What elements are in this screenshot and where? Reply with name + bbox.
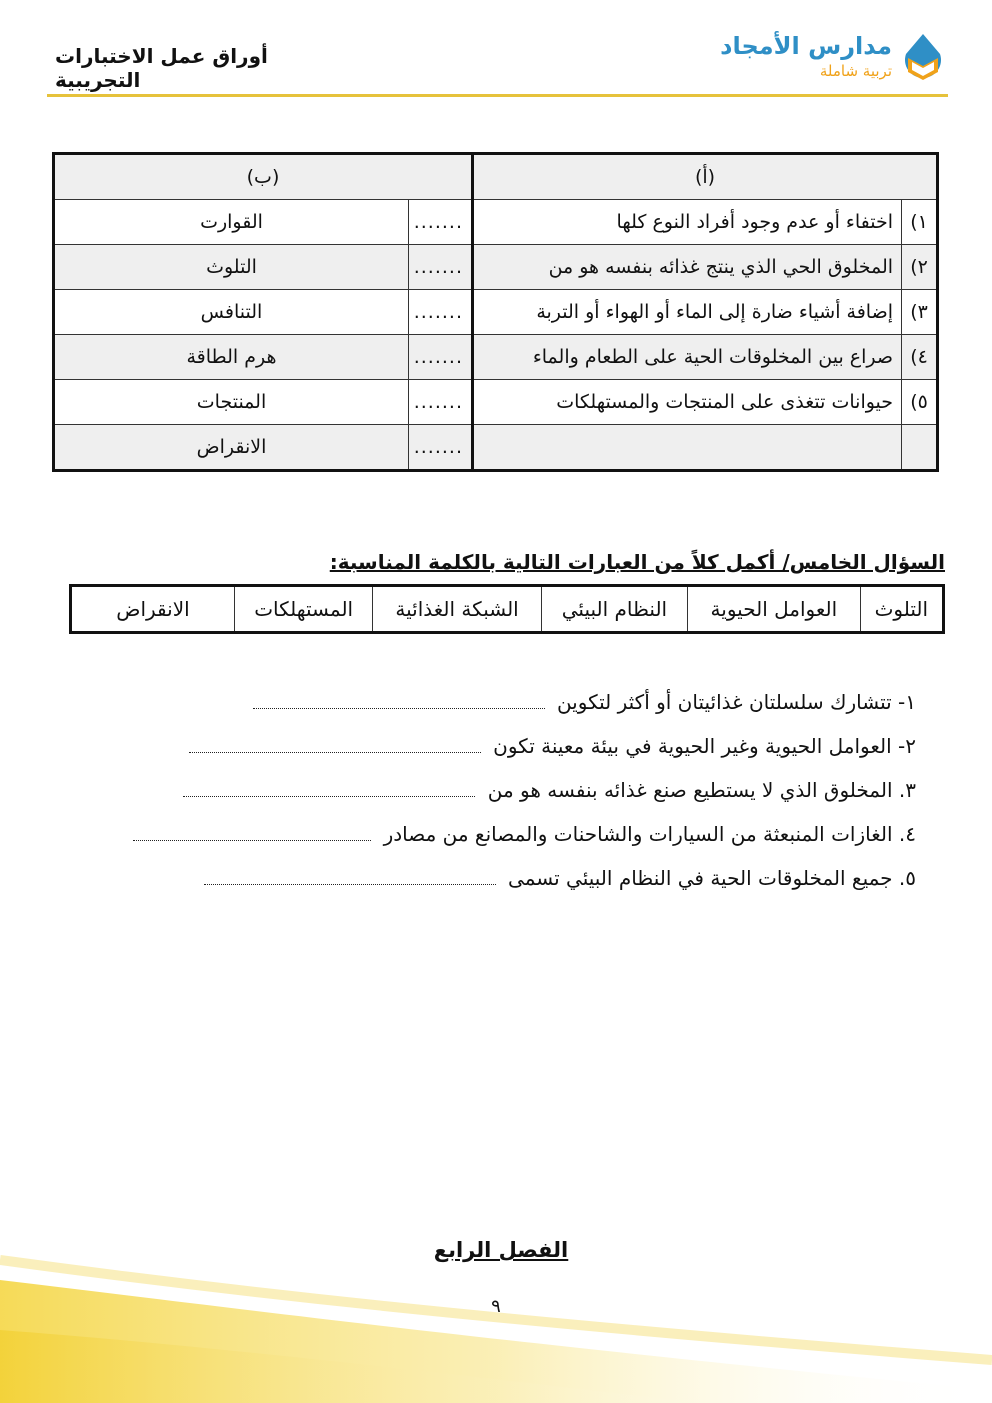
row-statement: صراع بين المخلوقات الحية على الطعام والماء <box>473 335 902 380</box>
row-statement: حيوانات تتغذى على المنتجات والمستهلكات <box>473 380 902 425</box>
sentence-item <box>66 768 916 812</box>
answer-option: التلوث <box>54 245 409 290</box>
answer-line[interactable] <box>183 774 475 797</box>
answer-option: هرم الطاقة <box>54 335 409 380</box>
answer-line[interactable] <box>189 730 481 753</box>
answer-option: القوارت <box>54 200 409 245</box>
matching-row <box>54 290 938 335</box>
sentence-number: ٤. <box>898 822 916 846</box>
school-name: مدارس الأمجاد <box>720 32 892 60</box>
row-statement: المخلوق الحي الذي ينتج غذائه بنفسه هو من <box>473 245 902 290</box>
answer-blank[interactable]: ....... <box>409 335 473 380</box>
word-bank-item: التلوث <box>860 586 943 633</box>
word-bank <box>69 584 945 634</box>
matching-row <box>54 245 938 290</box>
question-five-title: السؤال الخامس/ أكمل كلاً من العبارات التالية بالكلمة المناسبة: <box>329 550 945 574</box>
answer-line[interactable] <box>204 862 496 885</box>
answer-option: المنتجات <box>54 380 409 425</box>
worksheet-title: أوراق عمل الاختبارات التجريبية <box>55 44 268 92</box>
school-logo <box>720 30 946 86</box>
answer-blank[interactable]: ....... <box>409 245 473 290</box>
word-bank-item: الانقراض <box>71 586 235 633</box>
row-number: ٥) <box>902 380 938 425</box>
sentence-item <box>66 812 916 856</box>
matching-table <box>52 152 939 472</box>
answer-blank[interactable]: ....... <box>409 290 473 335</box>
row-number: ٤) <box>902 335 938 380</box>
chapter-title: الفصل الرابع <box>433 1238 569 1262</box>
matching-row <box>54 425 938 471</box>
answer-blank[interactable]: ....... <box>409 380 473 425</box>
sentence-number: ١- <box>898 690 916 714</box>
word-bank-item: المستهلكات <box>235 586 373 633</box>
sentence-text: تتشارك سلسلتان غذائيتان أو أكثر لتكوين <box>556 690 892 714</box>
sentence-item <box>66 680 916 724</box>
row-number <box>902 425 938 471</box>
sentence-text: المخلوق الذي لا يستطيع صنع غذائه بنفسه هو من <box>487 778 893 802</box>
word-bank-item: العوامل الحيوية <box>688 586 861 633</box>
school-logo-icon <box>900 32 946 84</box>
sentence-number: ٥. <box>898 866 916 890</box>
answer-blank[interactable]: ....... <box>409 425 473 471</box>
matching-row <box>54 335 938 380</box>
fill-in-sentences <box>66 680 916 900</box>
answer-line[interactable] <box>253 686 545 709</box>
word-bank-item: الشبكة الغذائية <box>373 586 541 633</box>
answer-blank[interactable]: ....... <box>409 200 473 245</box>
row-number: ١) <box>902 200 938 245</box>
footer-swoosh-decoration <box>0 1250 992 1403</box>
matching-header-row <box>54 154 938 200</box>
word-bank-item: النظام البيئي <box>541 586 687 633</box>
sentence-item <box>66 724 916 768</box>
row-statement <box>473 425 902 471</box>
answer-line[interactable] <box>133 818 371 841</box>
sentence-text: الغازات المنبعثة من السيارات والشاحنات والمصانع من مصادر <box>383 822 893 846</box>
sentence-text: العوامل الحيوية وغير الحيوية في بيئة معينة تكون <box>493 734 892 758</box>
row-number: ٢) <box>902 245 938 290</box>
school-tagline: تربية شاملة <box>819 62 892 80</box>
sentence-number: ٢- <box>898 734 916 758</box>
header-divider <box>47 94 948 97</box>
page-number: ٩ <box>491 1296 501 1317</box>
answer-option: الانقراض <box>54 425 409 471</box>
matching-row <box>54 380 938 425</box>
sentence-text: جميع المخلوقات الحية في النظام البيئي تسمى <box>508 866 893 890</box>
matching-row <box>54 200 938 245</box>
row-number: ٣) <box>902 290 938 335</box>
answer-option: التنافس <box>54 290 409 335</box>
column-a-header: (أ) <box>473 154 938 200</box>
sentence-number: ٣. <box>898 778 916 802</box>
row-statement: اختفاء أو عدم وجود أفراد النوع كلها <box>473 200 902 245</box>
sentence-item <box>66 856 916 900</box>
column-b-header: (ب) <box>54 154 473 200</box>
row-statement: إضافة أشياء ضارة إلى الماء أو الهواء أو التربة <box>473 290 902 335</box>
